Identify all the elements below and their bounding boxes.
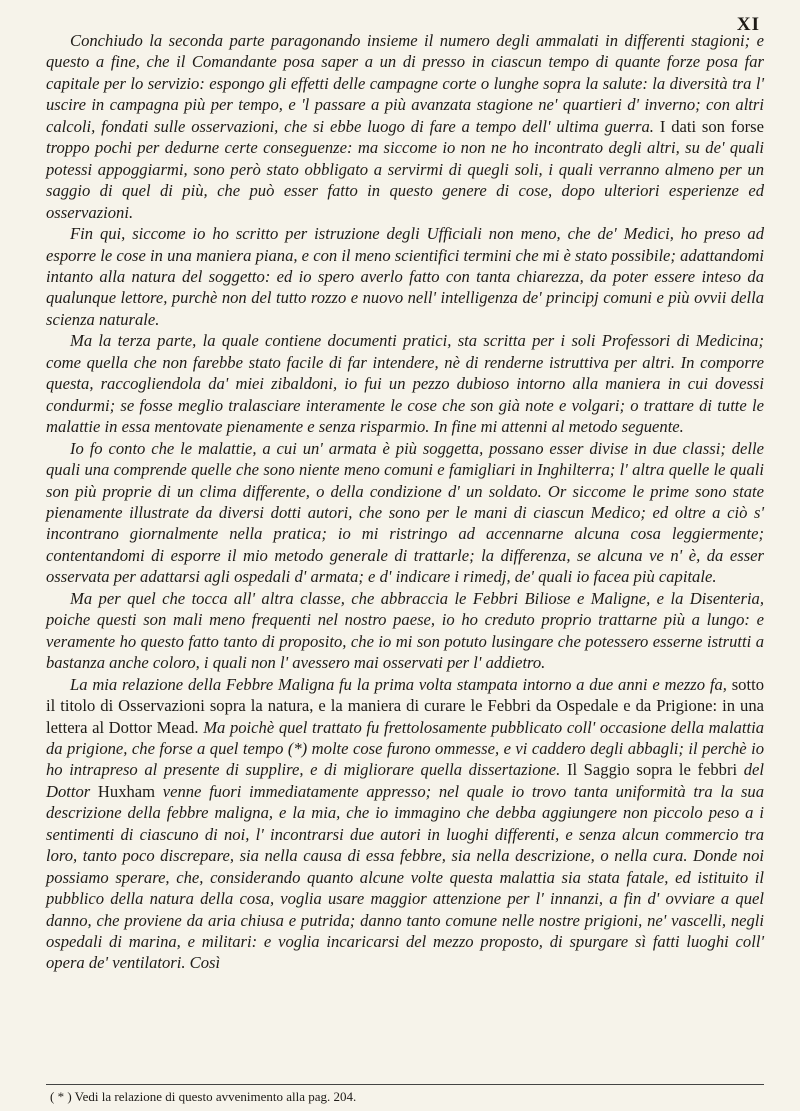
text-run: del Dottor (46, 760, 764, 801)
text-run: Fin qui, siccome io ho scritto per istruzione degli Ufficiali non meno, che de' Medici, ho preso ad esporre le cose in una maniera piana, e con il meno scientifici termini che mi è stato possibile; adattandomi intanto alla natura del soggetto: ed io spero averlo fatto con tanta chiarezza, da poter essere inteso da qualunque lettore, purchè non del tutto rozzo e nuovo nell' intelligenza de' principj comuni e più ovvii della scienza naturale. (46, 224, 764, 329)
paragraph (46, 674, 764, 974)
text-run: Il Saggio sopra le febbri (566, 760, 738, 780)
footnote: ( * ) Vedi la relazione di questo avvenimento alla pag. 204. (50, 1089, 357, 1104)
paragraph (46, 330, 764, 437)
text-run: sotto il titolo di Osservazioni sopra la natura, e la maniera di curare le Febbri da Ospedale e da Prigione: in una lettera al Dottor Mead. (46, 674, 764, 737)
paragraph (46, 30, 764, 223)
text-run: Ma la terza parte, la quale contiene documenti pratici, sta scritta per i soli Professori di Medicina; come quella che non farebbe stato facile di far intendere, nè di renderne istruttiva per altri. In comporre questa, raccogliendola da' miei zibaldoni, io fui un pezzo dubioso intorno alla maniera in cui dovessi condurmi; se fosse meglio tralasciare interamente le cose che son già note e volgari; o trattare di tutte le malattie in essa mentovate pienamente e senza risparmio. In fine mi attenni al metodo seguente. (46, 331, 764, 437)
text-run: I dati son forse (659, 116, 764, 136)
page-number: XI (736, 14, 760, 35)
text-run: Huxham (97, 781, 156, 801)
paragraph (46, 223, 764, 330)
text-run: Ma poichè quel trattato fu frettolosamente pubblicato coll' occasione della malattia da prigione, che forse a quel tempo (*) molte cose furono ommesse, e vi caddero degli abbagli; il perchè io ho intrapreso al presente di supplire, e di migliorare quella dissertazione. (46, 717, 764, 780)
paragraph (46, 588, 764, 674)
paragraph (46, 438, 764, 588)
footnote-divider (46, 1084, 764, 1085)
text-run: La mia relazione della Febbre Maligna fu la prima volta stampata intorno a due anni e mezzo fa, (70, 674, 732, 694)
text-run: Conchiudo la seconda parte paragonando insieme il numero degli ammalati in differenti stagioni; e questo a fine, che il Comandante posa saper a un di presso in ciascun tempo di quante forze posa far capitale per lo servizio: espongo gli effetti delle campagne corte o lunghe sopra la salute: la diversità tra l' uscire in campagna più per tempo, e 'l passare a più avanzata stagione ne' quartieri d' inverno; con altri calcoli, fondati sulle osservazioni, che si ebbe luogo di fare a tempo dell' ultima guerra. (46, 31, 764, 136)
body-text (46, 30, 764, 974)
text-run: venne fuori immediatamente appresso; nel quale io trovo tanta uniformità tra la sua descrizione della febbre maligna, e la mia, che io immagino che debba aggiungere non piccolo peso a i sentimenti di ciascuno di noi, l' incontrarsi due autori in luoghi differenti, e senza alcun commercio tra loro, tanto poco discrepare, sia nella causa di essa febbre, sia nella descrizione, o nella cura. Donde noi possiamo sperare, che, considerando quanto alcune volte questa malattia sia stata fatale, ed istituito il pubblico della natura della cosa, voglia usare maggior attenzione per l' innanzi, a fin d' ovviare a quel danno, che proviene da aria chiusa e putrida; danno tanto comune nelle nostre prigioni, ne' vascelli, negli ospedali di marina, e militari: e voglia incaricarsi del mezzo proposto, di spurgare sì fatti luoghi coll' opera de' ventilatori. (46, 781, 764, 973)
text-run: Così (189, 953, 221, 973)
text-run: Io fo conto che le malattie, a cui un' armata è più soggetta, possano esser divise in due classi; delle quali una comprende quelle che sono niente meno comuni e famigliari in Inghilterra; l' altra quelle le quali son più proprie di un clima differente, o della condizione d' un soldato. Or siccome le prime sono state pienamente illustrate da diversi dotti autori, che sono per le mani di ciascun Medico; ed oltre a ciò s' incontrano giornalmente nella pratica; io mi ristringo ad accennarne alcuna cosa leggiermente; contentandomi di esporre il mio metodo generale di trattarle; la differenza, se alcuna ve n' è, da esser osservata per adattarsi agli ospedali d' armata; e d' indicare i rimedj, de' quali io facea più capitale. (46, 438, 764, 587)
text-run: Ma per quel che tocca all' altra classe, che abbraccia le Febbri Biliose e Maligne, e la Disenteria, poiche questi son mali meno frequenti nel nostro paese, io ho creduto proprio trattarne più a lungo: e veramente ho questo fatto tanto di proposito, che io mi son potuto lusingare che potessero esserne istrutti a bastanza anche coloro, i quali non l' avessero mai osservati per l' addietro. (46, 588, 764, 673)
text-run: troppo pochi per dedurne certe conseguenze: ma siccome io non ne ho incontrato degli altri, su de' quali potessi appoggiarmi, sono però stato obbligato a servirmi di quegli soli, i quali verranno almeno per un saggio di quel di più, che può esser fatto in questo genere di cose, dopo ulteriori esperienze ed osservazioni. (46, 138, 764, 222)
